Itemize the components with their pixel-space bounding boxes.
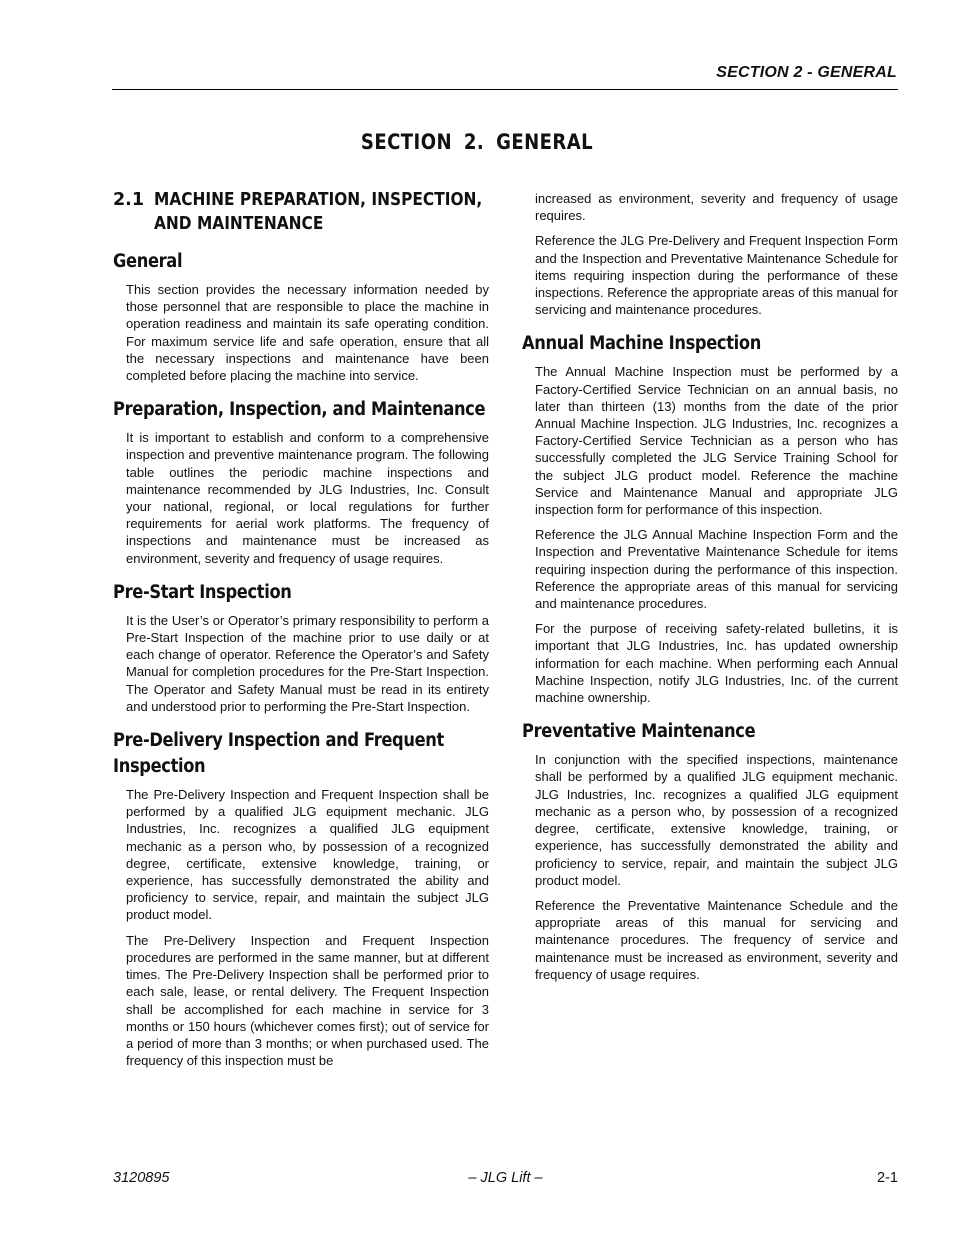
right-column: [522, 190, 898, 983]
pim-paragraph: It is important to establish and conform to a comprehensive inspection and preventive maintenance program. The following table outlines the periodic machine inspections and maintenance recommended by JLG Industries, Inc. Consult your national, regional, or local regulations for further requirements for aerial work platforms. The frequency of inspections and maintenance must be increased as environment, severity and frequency of usage requires.: [126, 430, 489, 566]
subsection-title-line2: AND MAINTENANCE: [154, 214, 324, 234]
predelivery-heading-line2: Inspection: [113, 756, 206, 778]
predelivery-paragraph-3: Reference the JLG Pre-Delivery and Frequent Inspection Form and the Inspection and Preventative Maintenance Schedule for items requiring inspection during the performance of these inspections. Reference the appropriate areas of this manual for servicing and maintenance procedures.: [535, 233, 898, 318]
footer-center-text: – JLG Lift –: [468, 1170, 543, 1186]
annual-paragraph-3: For the purpose of receiving safety-related bulletins, it is important that JLG Industries, Inc. has updated ownership information for each machine. When performing each Annual Machine Inspection, notify JLG Industries, Inc. of the current machine ownership.: [535, 621, 898, 706]
general-heading: General: [113, 251, 183, 272]
general-paragraph: This section provides the necessary information needed by those personnel that are responsible to place the machine in operation readiness and maintain its safe operating condition. For maximum service life and safe operation, ensure that all the necessary inspections and maintenance have been completed before placing the machine into service.: [126, 282, 489, 384]
section-title: SECTION 2. GENERAL: [360, 130, 594, 154]
prestart-paragraph: It is the User’s or Operator’s primary responsibility to perform a Pre-Start Inspection of the machine prior to use daily or at each change of operator. Reference the Operator’s and Safety Manual for completion procedures for the Pre-Start Inspection. The Operator and Safety Manual must be read in its entirety and understood prior to performing the Pre-Start Inspection.: [126, 612, 489, 714]
header-rule: [112, 89, 898, 90]
predelivery-paragraph-2-continued: increased as environment, severity and frequency of usage requires.: [535, 191, 898, 224]
annual-paragraph-2: Reference the JLG Annual Machine Inspection Form and the Inspection and Preventative Maintenance Schedule for items requiring inspection during the performance of this inspection. Reference the appropriate areas of this manual for servicing and maintenance procedures.: [535, 527, 898, 612]
annual-heading: Annual Machine Inspection: [522, 333, 761, 355]
preventative-paragraph-2: Reference the Preventative Maintenance Schedule and the appropriate areas of this manual for servicing and maintenance procedures. The frequency of service and maintenance must be increased as environment, severity and frequency of usage requires.: [535, 897, 898, 982]
doc-number: 3120895: [113, 1170, 170, 1186]
subsection-title-line1: MACHINE PREPARATION, INSPECTION,: [154, 190, 483, 210]
running-header: SECTION 2 - GENERAL: [716, 64, 897, 81]
subsection-heading: [113, 188, 489, 236]
subsection-number: 2.1: [113, 190, 145, 210]
left-column: [113, 186, 489, 1069]
predelivery-paragraph-1: The Pre-Delivery Inspection and Frequent Inspection shall be performed by a qualified JLG equipment mechanic. JLG Industries, Inc. recognizes a qualified JLG equipment mechanic as a person who, by possession of a recognized degree, certificate, extensive knowledge, training, or experience, has successfully demonstrated the ability and proficiency to service, repair, and maintain the subject JLG product model.: [126, 787, 489, 923]
page-number: 2-1: [877, 1170, 898, 1186]
pim-heading: Preparation, Inspection, and Maintenance: [113, 399, 486, 421]
predelivery-heading-line1: Pre-Delivery Inspection and Frequent: [113, 730, 444, 752]
preventative-heading: Preventative Maintenance: [522, 721, 756, 743]
preventative-paragraph-1: In conjunction with the specified inspections, maintenance shall be performed by a qualified JLG equipment mechanic. JLG Industries, Inc. recognizes a qualified JLG equipment mechanic as a person who, by possession of a recognized degree, certificate, extensive knowledge, training, or experience, has successfully demonstrated the ability and proficiency to service, repair, and maintain the subject JLG product model.: [535, 752, 898, 888]
annual-paragraph-1: The Annual Machine Inspection must be performed by a Factory-Certified Service Technician on an annual basis, no later than thirteen (13) months from the date of the prior Annual Machine Inspection. JLG Industries, Inc. recognizes a Factory-Certified Service Technician as a person who has successfully completed the JLG Service Training School for the subject JLG product model. Reference the machine Service and Maintenance Manual and appropriate JLG inspection form for performance of this inspection.: [535, 364, 898, 518]
predelivery-paragraph-2: The Pre-Delivery Inspection and Frequent Inspection procedures are performed in the same manner, but at different times. The Pre-Delivery Inspection shall be performed prior to each sale, lease, or rental delivery. The Frequent Inspection shall be accomplished for each machine in service for 3 months or 150 hours (whichever comes first); out of service for a period of more than 3 months; or when purchased used. The frequency of this inspection must be: [126, 932, 489, 1069]
prestart-heading: Pre-Start Inspection: [113, 581, 292, 603]
